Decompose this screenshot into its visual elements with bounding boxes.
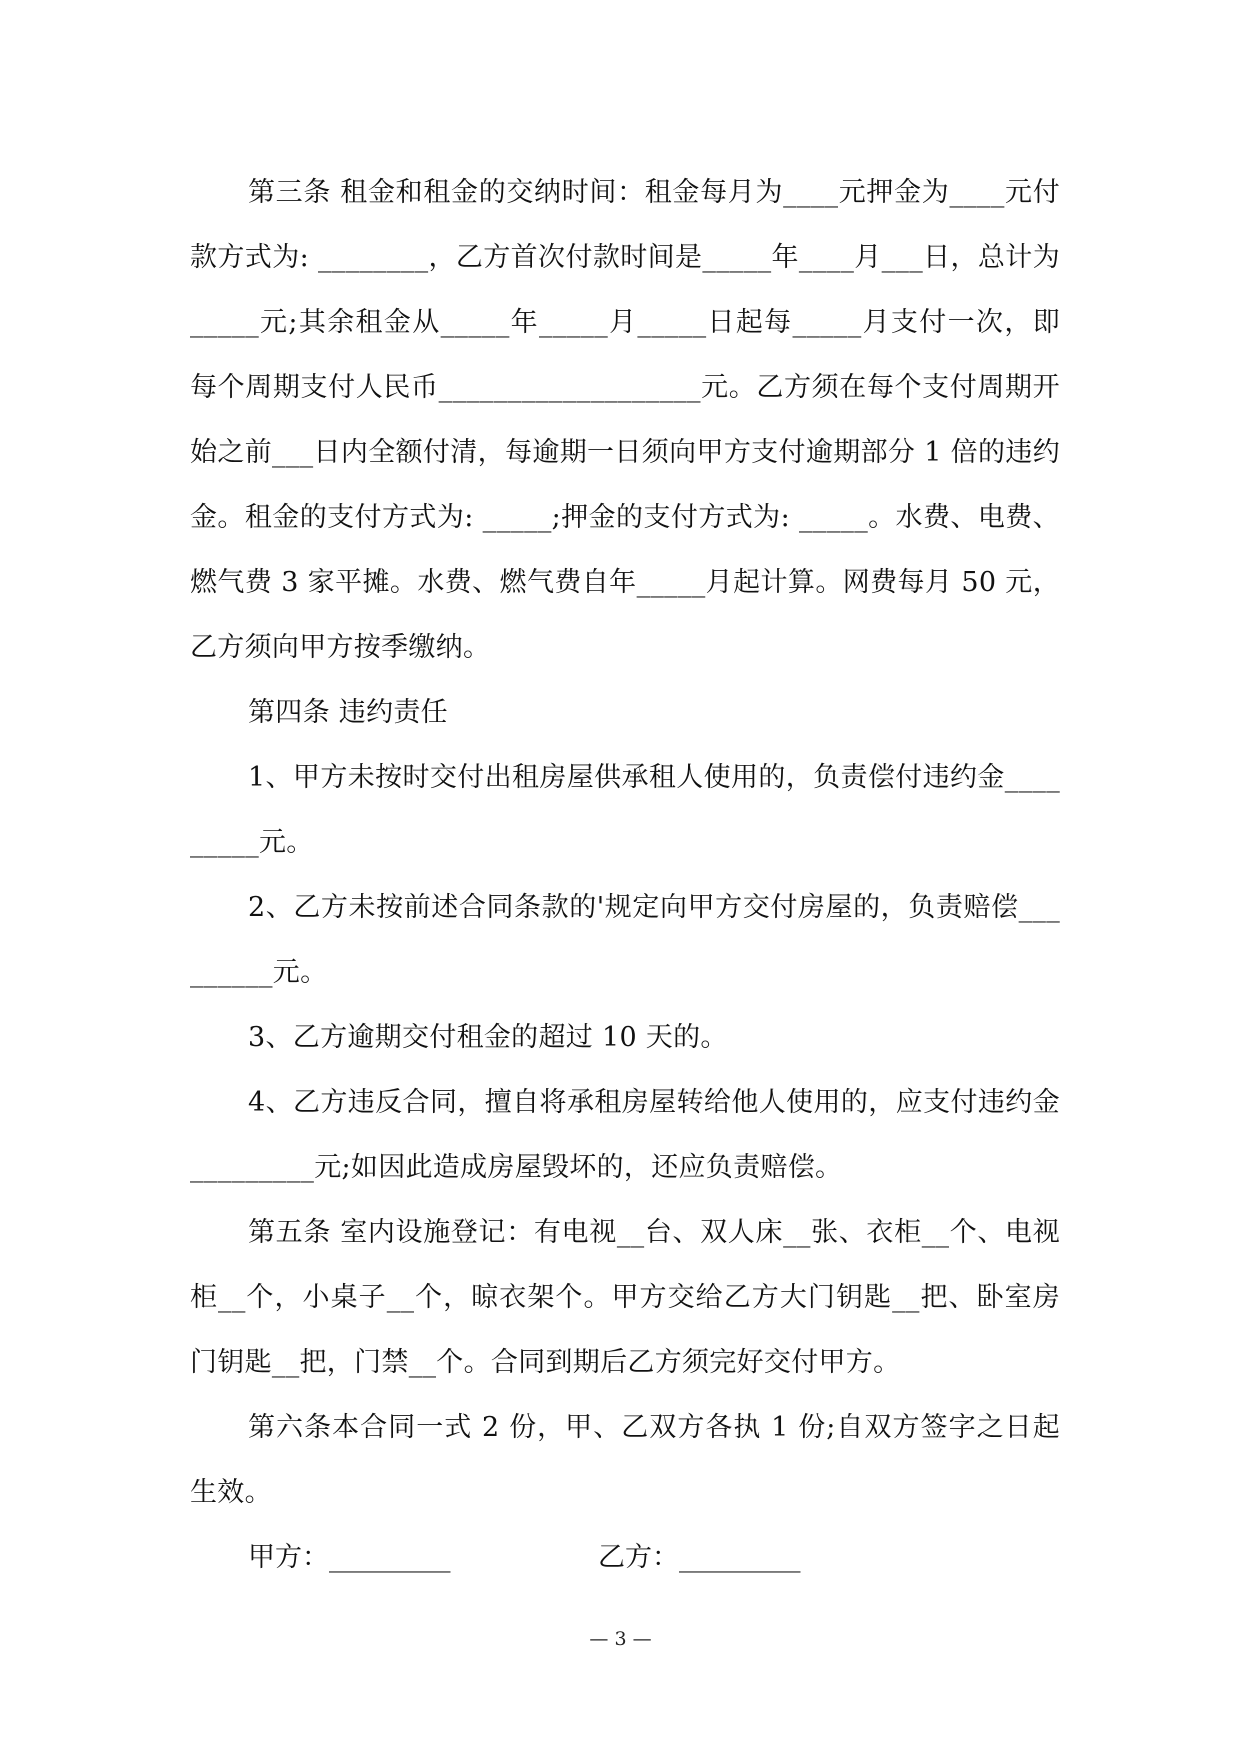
signature-line: [190, 1525, 1060, 1590]
clause-3-rent-payment: 第三条 租金和租金的交纳时间：租金每月为____元押金为____元付款方式为: ________，乙方首次付款时间是_____年____月___日，总计为_____元;其余租金从_____年_____月_____日起每_____月支付一次，即每个周期支付人民币___________________元。乙方须在每个支付周期开始之前___日内全额付清，每逾期一日须向甲方支付逾期部分 1 倍的违约金。租金的支付方式为: _____;押金的支付方式为: _____。水费、电费、燃气费 3 家平摊。水费、燃气费自年_____月起计算。网费每月 50 元，乙方须向甲方按季缴纳。: [190, 177, 1060, 663]
clause-4-item-1: 1、甲方未按时交付出租房屋供承租人使用的，负责偿付违约金_________元。: [190, 762, 1060, 858]
party-a-signature: 甲方：_________: [248, 1542, 451, 1573]
party-b-signature: 乙方：_________: [598, 1542, 801, 1573]
clause-6-copies: 第六条本合同一式 2 份，甲、乙双方各执 1 份;自双方签字之日起生效。: [190, 1412, 1060, 1508]
clause-5-facilities: 第五条 室内设施登记：有电视__台、双人床__张、衣柜__个、电视柜__个，小桌子__个，晾衣架个。甲方交给乙方大门钥匙__把、卧室房门钥匙__把，门禁__个。合同到期后乙方须完好交付甲方。: [190, 1217, 1060, 1378]
clause-4-item-4: 4、乙方违反合同，擅自将承租房屋转给他人使用的，应支付违约金_________元;如因此造成房屋毁坏的，还应负责赔偿。: [190, 1087, 1060, 1183]
clause-4-title: 第四条 违约责任: [248, 697, 448, 728]
clause-4-item-3: 3、乙方逾期交付租金的超过 10 天的。: [248, 1022, 728, 1053]
document-body: [190, 160, 1060, 1590]
clause-4-item-2: 2、乙方未按前述合同条款的'规定向甲方交付房屋的，负责赔偿_________元。: [190, 892, 1060, 988]
page-number: — 3 —: [589, 1628, 652, 1650]
